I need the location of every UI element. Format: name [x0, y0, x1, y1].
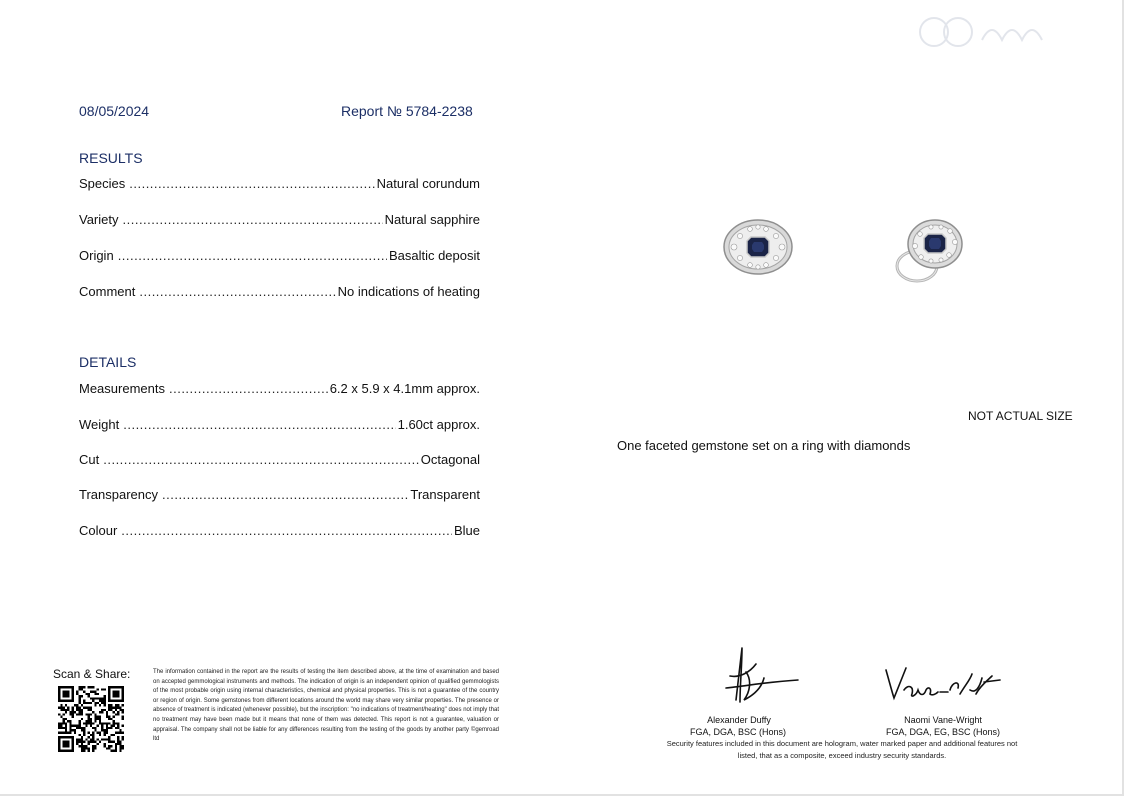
report-number: Report № 5784-2238: [341, 103, 473, 119]
row-label: Weight: [79, 417, 120, 432]
detail-row-colour: [79, 523, 480, 541]
row-label: Colour: [79, 523, 118, 538]
leader-dots: [123, 212, 383, 227]
row-label: Species: [79, 176, 126, 191]
detail-row-transparency: [79, 487, 480, 505]
details-heading: DETAILS: [79, 354, 137, 370]
row-value: Blue: [453, 523, 480, 538]
detail-row-weight: [79, 417, 480, 435]
result-row-variety: [79, 212, 480, 230]
row-value: Natural sapphire: [384, 212, 480, 227]
leader-dots: [123, 417, 395, 432]
ring-angled-view-image: [893, 214, 965, 286]
report-date: 08/05/2024: [79, 103, 150, 119]
leader-dots: [169, 381, 328, 396]
signatory-2-name: Naomi Vane-Wright: [904, 715, 982, 725]
detail-row-cut: [79, 452, 480, 470]
ring-front-view-image: [722, 218, 794, 276]
result-row-origin: [79, 248, 480, 266]
row-label: Cut: [79, 452, 100, 467]
watermark-logo: [914, 14, 1054, 50]
leader-dots: [121, 523, 452, 538]
signatory-1-name: Alexander Duffy: [707, 715, 771, 725]
row-value: No indications of heating: [337, 284, 480, 299]
security-features-note: Security features included in this document are hologram, water marked paper and additional features not listed, that as a composite, exceed industry security standards.: [666, 739, 1018, 760]
results-heading: RESULTS: [79, 150, 143, 166]
leader-dots: [139, 284, 335, 299]
leader-dots: [118, 248, 387, 263]
not-actual-size-note: NOT ACTUAL SIZE: [968, 409, 1073, 423]
row-label: Variety: [79, 212, 119, 227]
detail-row-measurements: [79, 381, 480, 399]
row-label: Origin: [79, 248, 114, 263]
result-row-species: [79, 176, 480, 194]
leader-dots: [129, 176, 374, 191]
leader-dots: [103, 452, 419, 467]
row-value: Basaltic deposit: [388, 248, 480, 263]
item-description: One faceted gemstone set on a ring with diamonds: [617, 438, 911, 453]
row-value: Transparent: [410, 487, 480, 502]
leader-dots: [162, 487, 408, 502]
qr-code-icon[interactable]: [58, 686, 124, 752]
row-value: 1.60ct approx.: [397, 417, 480, 432]
result-row-comment: [79, 284, 480, 302]
row-label: Comment: [79, 284, 136, 299]
row-value: 6.2 x 5.9 x 4.1mm approx.: [329, 381, 480, 396]
row-value: Natural corundum: [376, 176, 480, 191]
row-label: Measurements: [79, 381, 165, 396]
signatory-1-credentials: FGA, DGA, BSC (Hons): [689, 727, 787, 737]
disclaimer-text: The information contained in the report are the results of testing the item described above, at the time of examination and based on accepted gemmological instruments and methods. The indication of origin is an independent opinion of qualified gemmologists of the most probable origin using internal characteristics, chemical and physical properties. This is not a guarantee of the country or region of origin. Some gemstones from different locations around the world may share very similar properties. The presence or absence of treatment is indicated (whenever possible), but the inscription: "no indications of treatment/heating" does not imply that no treatment may have been made but it means that none of them was detected. This report is not a guarantee, valuation or appraisal. The company shall not be liable for any differences resulting from the testing of the goods by another party ©gemroad ltd: [153, 669, 499, 743]
row-label: Transparency: [79, 487, 158, 502]
signature-naomi-vane-wright: [880, 660, 1010, 712]
row-value: Octagonal: [420, 452, 480, 467]
signatory-2-credentials: FGA, DGA, EG, BSC (Hons): [885, 727, 1001, 737]
signature-alexander-duffy: [706, 642, 818, 712]
scan-share-label: Scan & Share:: [53, 667, 131, 681]
